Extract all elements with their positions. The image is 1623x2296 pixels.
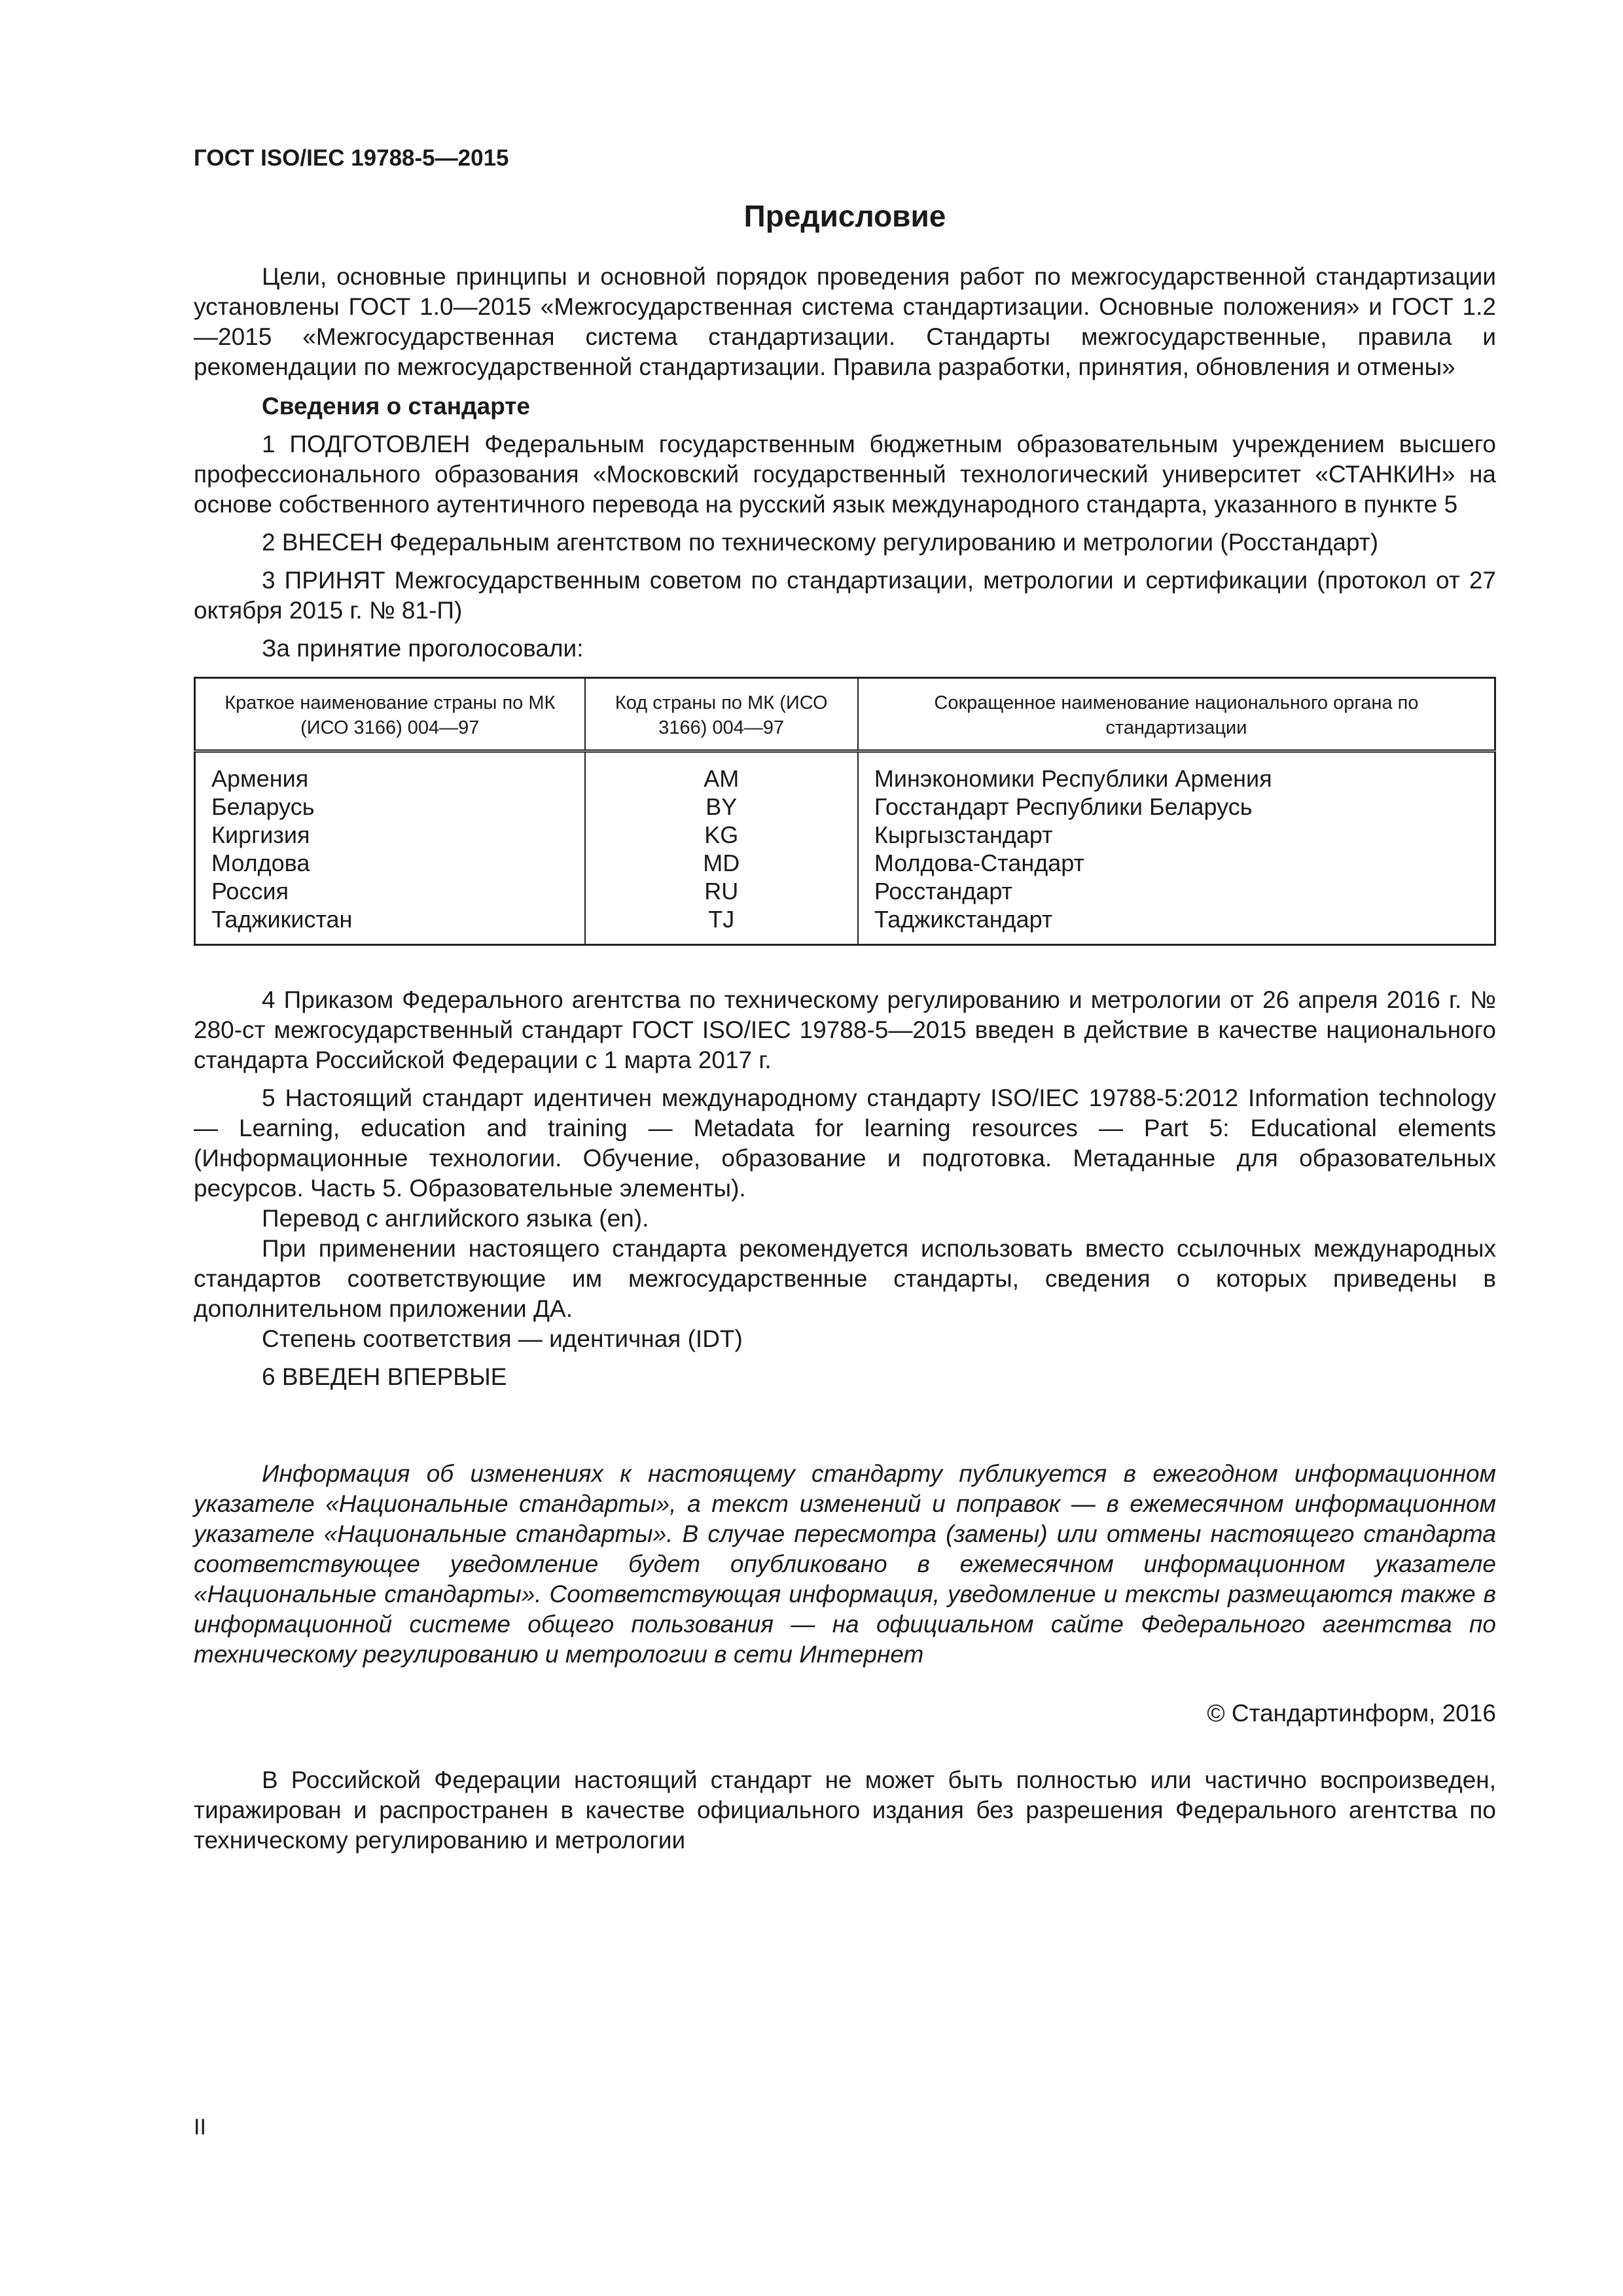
- translation-note: Перевод с английского языка (en).: [262, 1205, 649, 1232]
- page-title: Предисловие: [743, 199, 946, 233]
- country-cell: Киргизия: [195, 821, 585, 849]
- page-number: II: [194, 2115, 206, 2140]
- country-cell: Беларусь: [195, 793, 585, 821]
- section-subheading: Сведения о стандарте: [262, 393, 530, 420]
- table-header-row: [195, 678, 1495, 751]
- intro-paragraph: Цели, основные принципы и основной порядок проведения работ по межгосударственной стандартизации установлены ГОСТ 1.0—2015 «Межгосударственная система стандартизации. Основные положения» и ГОСТ 1.2—2015 «Межгосударственная система стандартизации. Стандарты межгосударственные, правила и рекомендации по межгосударственной стандартизации. Правила разработки, принятия, обновления и отмены»: [194, 263, 1496, 380]
- code-cell: MD: [585, 849, 858, 877]
- body-cell: Кыргызстандарт: [874, 821, 1053, 848]
- code-cell: TJ: [585, 905, 858, 945]
- item-1-paragraph: 1 ПОДГОТОВЛЕН Федеральным государственным бюджетным образовательным учреждением высшего профессионального образования «Московский государственный технологический университет «СТАНКИН» на основе собственного аутентичного перевода на русский язык международного стандарта, указанного в пункте 5: [194, 431, 1496, 518]
- country-cell: Таджикистан: [195, 905, 585, 945]
- application-note: При применении настоящего стандарта рекомендуется использовать вместо ссылочных международных стандартов соответствующие им межгосударственные стандарты, сведения о которых приведены в дополнительном приложении ДА.: [194, 1235, 1496, 1322]
- item-2-paragraph: 2 ВНЕСЕН Федеральным агентством по техническому регулированию и метрологии (Росстандарт): [262, 529, 1379, 556]
- body-cell: Молдова-Стандарт: [874, 850, 1084, 876]
- code-cell: BY: [585, 793, 858, 821]
- table-header-country: Краткое наименование страны по МК (ИСО 3166) 004—97: [195, 678, 585, 751]
- document-header: ГОСТ ISO/IEC 19788-5—2015: [194, 145, 509, 171]
- table-row: [195, 877, 1495, 905]
- code-cell: KG: [585, 821, 858, 849]
- changes-notice: Информация об изменениях к настоящему стандарту публикуется в ежегодном информационном указателе «Национальные стандарты», а текст изменений и поправок — в ежемесячном информационном указателе «Национальные стандарты». В случае пересмотра (замены) или отмены настоящего стандарта соответствующее уведомление будет опубликовано в ежемесячном информационном указателе «Национальные стандарты». Соответствующая информация, уведомление и тексты размещаются также в информационной системе общего пользования — на официальном сайте Федерального агентства по техническому регулированию и метрологии в сети Интернет: [194, 1460, 1496, 1668]
- item-4-paragraph: 4 Приказом Федерального агентства по техническому регулированию и метрологии от 26 апреля 2016 г. № 280-ст межгосударственный стандарт ГОСТ ISO/IEC 19788-5—2015 введен в действие в качестве национального стандарта Российской Федерации с 1 марта 2017 г.: [194, 986, 1496, 1073]
- votes-label: За принятие проголосовали:: [262, 635, 584, 662]
- code-cell: AM: [585, 751, 858, 793]
- table-row: [195, 821, 1495, 849]
- document-page: [194, 144, 1496, 1856]
- body-cell: Госстандарт Республики Беларусь: [874, 793, 1253, 820]
- item-3-paragraph: 3 ПРИНЯТ Межгосударственным советом по стандартизации, метрологии и сертификации (протокол от 27 октября 2015 г. № 81-П): [194, 567, 1496, 624]
- table-row: [195, 751, 1495, 793]
- item-6-paragraph: 6 ВВЕДЕН ВПЕРВЫЕ: [262, 1363, 507, 1390]
- table-row: [195, 905, 1495, 945]
- code-cell: RU: [585, 877, 858, 905]
- item-5-paragraph: 5 Настоящий стандарт идентичен международному стандарту ISO/IEC 19788-5:2012 Information technology — Learning, education and training — Metadata for learning resources — Part 5: Educational elements (Информационные технологии. Обучение, образование и подготовка. Метаданные для образовательных ресурсов. Часть 5. Образовательные элементы).: [194, 1085, 1496, 1202]
- table-header-code: Код страны по МК (ИСО 3166) 004—97: [585, 678, 858, 751]
- body-cell: Минэкономики Республики Армения: [874, 765, 1272, 792]
- reproduction-rights: В Российской Федерации настоящий стандарт не может быть полностью или частично воспроизведен, тиражирован и распространен в качестве официального издания без разрешения Федерального агентства по техническому регулированию и метрологии: [194, 1767, 1496, 1854]
- table-row: [195, 849, 1495, 877]
- table-row: [195, 793, 1495, 821]
- voting-states-table: [194, 677, 1496, 946]
- conformity-degree: Степень соответствия — идентичная (IDT): [262, 1325, 743, 1352]
- country-cell: Армения: [195, 751, 585, 793]
- body-cell: Росстандарт: [874, 878, 1013, 905]
- body-cell: Таджикстандарт: [874, 906, 1053, 933]
- table-header-body: Сокращенное наименование национального органа по стандартизации: [858, 678, 1495, 751]
- country-cell: Россия: [195, 877, 585, 905]
- copyright-line: © Стандартинформ, 2016: [1207, 1700, 1496, 1727]
- country-cell: Молдова: [195, 849, 585, 877]
